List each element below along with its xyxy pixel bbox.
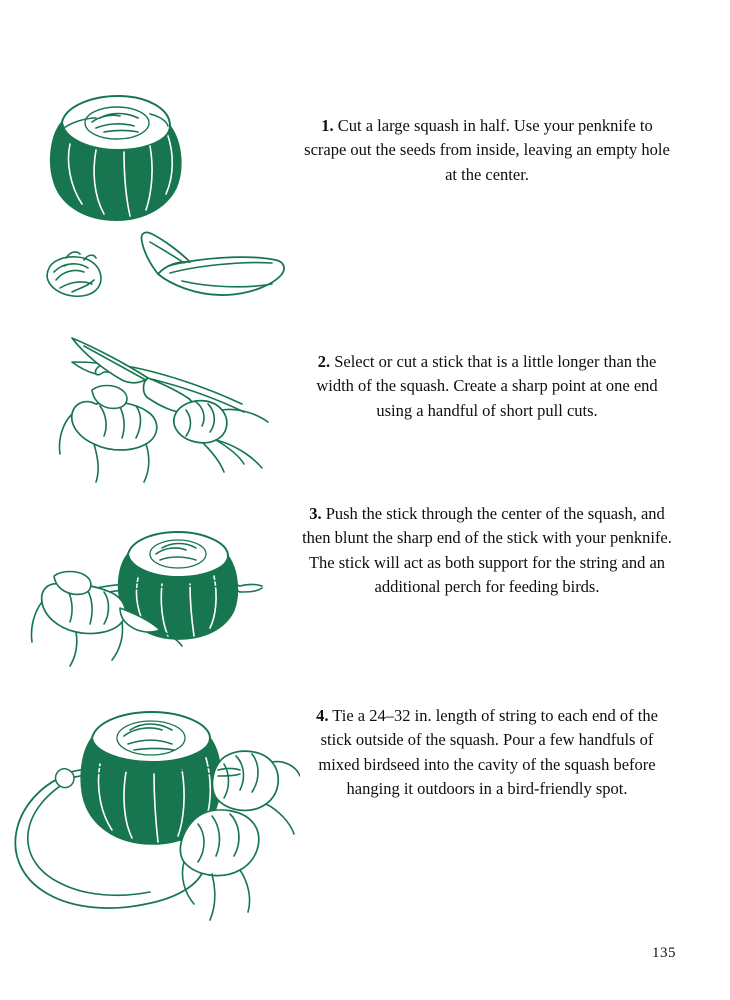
step-body: Select or cut a stick that is a little longer than the width of the squash. Create a sharp point at one end using a handful of short pull cuts. [316, 352, 658, 420]
step-number: 3. [309, 504, 322, 523]
step-number: 2. [317, 352, 331, 371]
instruction-step-text [300, 312, 730, 423]
instruction-step-list [0, 52, 730, 932]
instruction-step [0, 492, 730, 682]
step-body: Tie a 24–32 in. length of string to each end of the stick outside of the squash. Pour a few handfuls of mixed birdseed into the cavity of the squash before hanging it outdoors in a bird-friendly spot. [318, 706, 658, 799]
instruction-step-text [300, 492, 730, 600]
instruction-step [0, 52, 730, 312]
step-number: 4. [316, 706, 329, 725]
tying-string-to-squash-feeder-illustration [0, 682, 300, 932]
step-body: Push the stick through the center of the squash, and then blunt the sharp end of the stick with your penknife. The stick will act as both support for the string and an additional perch for feeding birds. [302, 504, 672, 597]
instruction-step-text [300, 52, 730, 187]
page-number: 135 [652, 945, 676, 961]
hands-whittling-stick-illustration [0, 312, 300, 487]
step-body: Cut a large squash in half. Use your penknife to scrape out the seeds from inside, leaving an empty hole at the center. [304, 116, 670, 184]
squash-half-and-penknife-illustration [0, 52, 300, 307]
instruction-step-text [300, 682, 730, 802]
instruction-step [0, 312, 730, 492]
step-number: 1. [321, 116, 334, 135]
hand-pushing-stick-through-squash-illustration [0, 492, 300, 682]
instruction-step [0, 682, 730, 932]
